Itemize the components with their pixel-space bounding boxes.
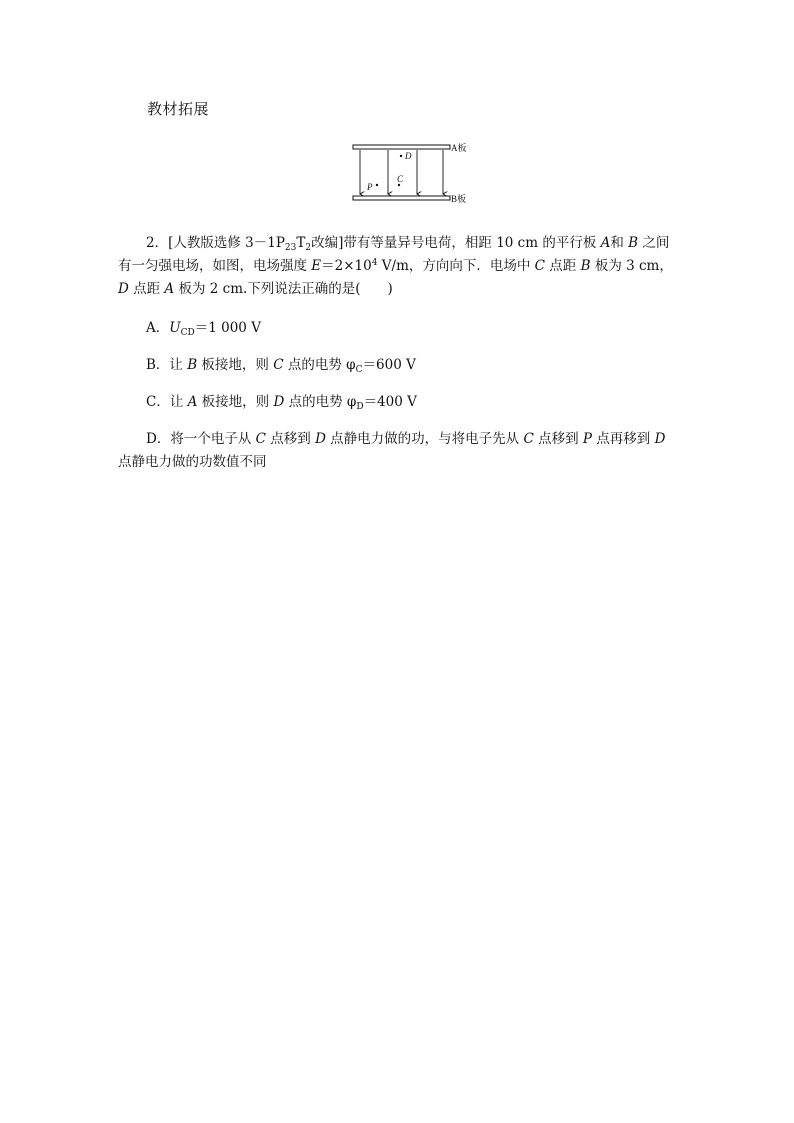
plate-a-label: A板 [451,143,467,153]
option-b: B．让 B 板接地，则 C 点的电势 $\varphi_C=600$ V [146,357,416,375]
point-p-label: P [367,182,373,192]
point-p-dot [376,184,378,186]
point-d-dot [400,155,402,157]
question-text: 2．[人教版选修 $3-1P_{23}T_2$改编]带有等量异号电荷，相距 10 cm 的平行板 A和 B 之间有一匀强电场，如图，电场强度 $E=2\times 10^4$ V/m，方向向下．电场中 C 点距 B 板为 3 cm，D 点距 A 板为 2 cm.下列说法正确的是( ) [118,235,673,297]
option-d: D．将一个电子从 C 点移到 D 点静电力做的功，与将电子先从 C 点移到 P 点再移到 D 点静电力做的功数值不同 [118,431,666,470]
point-d-label: D [405,151,412,161]
point-c-dot [398,184,400,186]
parallel-plate-figure [340,138,480,210]
section-heading: 教材拓展 [147,100,210,118]
option-c: C．让 A 板接地，则 D 点的电势 $\varphi_D=400$ V [146,394,417,412]
option-a: A．$U_{CD}=1$ 000 V [146,320,261,338]
plate-b [353,196,450,200]
electric-field-diagram [340,138,480,210]
point-c-label: C [397,174,404,184]
plate-b-label: B板 [451,194,467,204]
plate-a [353,145,450,149]
